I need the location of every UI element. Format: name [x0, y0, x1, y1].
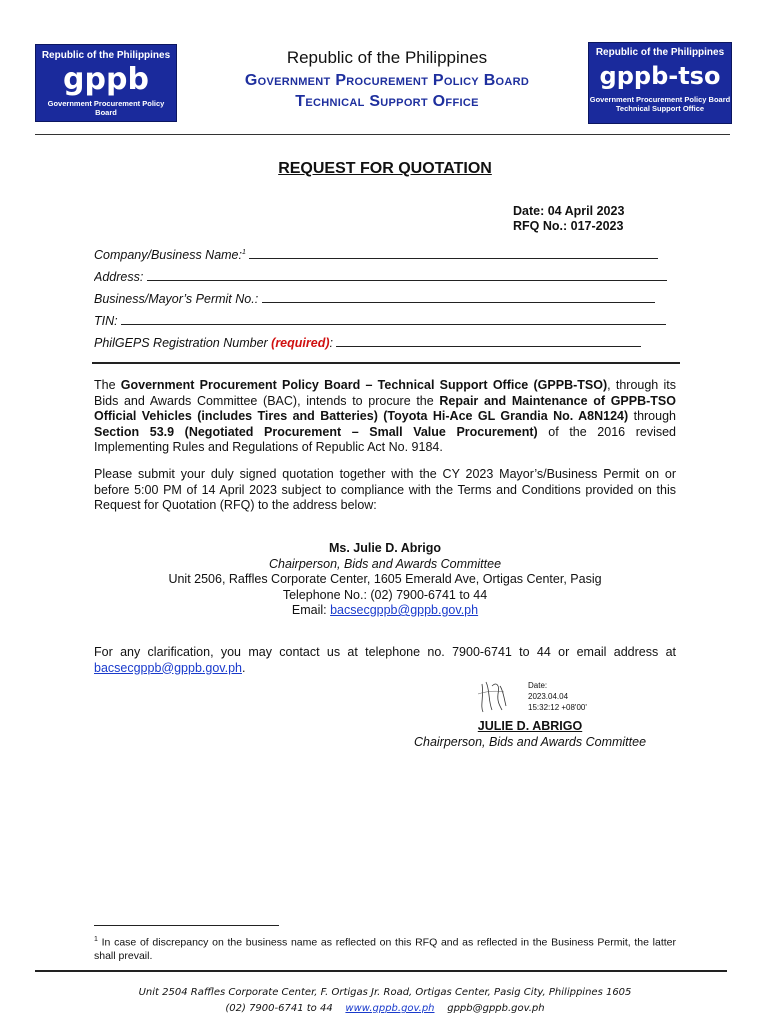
rfq-number: RFQ No.: 017-2023: [513, 219, 624, 233]
rfq-date: Date: 04 April 2023: [513, 204, 625, 218]
tin-line[interactable]: [121, 312, 666, 325]
recipient-email-line: [0, 603, 770, 619]
clarification-text: For any clarification, you may contact us at telephone no. 7900-6741 to 44 or email address at: [94, 645, 676, 659]
tin-field[interactable]: [94, 312, 674, 328]
gppb-tso-logo: [588, 42, 732, 124]
signer-name: JULIE D. ABRIGO: [477, 719, 583, 733]
address-block: [0, 541, 770, 619]
logo-tso-republic-text: Republic of the Philippines: [595, 47, 725, 58]
intro-project: Repair and Maintenance of GPPB-TSO Official Vehicles (includes Tires and Batteries) (Toyota Hi-Ace GL Grandia No. A8N124): [94, 393, 676, 423]
handwritten-signature: [470, 676, 530, 716]
submit-paragraph: Please submit your duly signed quotation together with the CY 2023 Mayor’s/Business Permit on or before 5:00 PM of 14 April 2023 subject to compliance with the Terms and Conditions provided on this Request for Quotation (RFQ) to the address below:: [94, 467, 676, 512]
logo-tso-office-text: Technical Support Office: [615, 104, 705, 113]
logo-gppb-mark: gppb: [63, 62, 149, 97]
logo-tso-board-text: Government Procurement Policy Board: [589, 95, 731, 104]
recipient-name: Ms. Julie D. Abrigo: [328, 541, 442, 555]
clarification-end: .: [242, 660, 246, 675]
signature-date-label: Date:: [528, 681, 548, 690]
address-line[interactable]: [147, 268, 667, 281]
footnote-divider: [94, 925, 279, 926]
required-marker: (required): [271, 336, 330, 350]
philgeps-label: PhilGEPS Registration Number: [94, 336, 272, 350]
signature-date: 2023.04.04: [528, 692, 569, 701]
company-name-line[interactable]: [249, 246, 658, 259]
clarification-email-link[interactable]: bacsecgppb@gppb.gov.ph: [94, 660, 242, 675]
logo-board-text: Government Procurement Policy Board: [47, 99, 165, 117]
fields-rule: [92, 362, 680, 364]
intro-mode: Section 53.9 (Negotiated Procurement – Small Value Procurement): [94, 424, 538, 439]
logo-republic-text: Republic of the Philippines: [41, 50, 171, 61]
permit-field[interactable]: [94, 290, 674, 306]
footer-rule: [35, 970, 727, 972]
company-name-field[interactable]: [94, 246, 674, 262]
footer-address: Unit 2504 Raffles Corporate Center, F. Ortigas Jr. Road, Ortigas Center, Pasig City, Philippines 1605: [138, 987, 632, 998]
philgeps-line[interactable]: [336, 334, 641, 347]
intro-text-2: , through its Bids and Awards Committee (BAC), intends to procure the: [94, 378, 676, 408]
letterhead-office: Technical Support Office: [295, 93, 479, 110]
signature-time: 15:32:12 +08'00': [528, 703, 587, 712]
footer-contact: [0, 1003, 770, 1014]
letterhead: [182, 48, 592, 111]
address-label: Address:: [94, 270, 144, 284]
letterhead-board: Government Procurement Policy Board: [244, 72, 530, 89]
permit-label: Business/Mayor’s Permit No.:: [94, 292, 259, 306]
intro-paragraph: [94, 378, 676, 456]
footer-email: gppb@gppb.gov.ph: [447, 1003, 545, 1014]
intro-text-1: The: [94, 378, 121, 392]
footer-phone: (02) 7900-6741 to 44: [225, 1003, 333, 1014]
address-field[interactable]: [94, 268, 674, 284]
permit-line[interactable]: [262, 290, 655, 303]
company-name-label: Company/Business Name:: [94, 248, 242, 262]
email-label: Email:: [291, 603, 331, 617]
date-block: [513, 204, 624, 234]
footnote-text: In case of discrepancy on the business name as reflected on this RFQ and as reflected in the Business Permit, the latter shall prevail.: [94, 936, 676, 962]
signer-block: [360, 718, 700, 750]
company-footnote-marker: 1: [241, 248, 246, 256]
letterhead-republic: Republic of the Philippines: [286, 48, 488, 67]
bac-email-link[interactable]: bacsecgppb@gppb.gov.ph: [330, 603, 479, 617]
footnote: [94, 933, 676, 963]
recipient-unit: Unit 2506, Raffles Corporate Center, 1605 Emerald Ave, Ortigas Center, Pasig: [168, 572, 602, 586]
gppb-logo: [35, 44, 177, 122]
clarification-paragraph: [94, 645, 676, 676]
footnote-marker: 1: [94, 936, 98, 943]
document-title: REQUEST FOR QUOTATION: [278, 160, 492, 177]
signer-position: Chairperson, Bids and Awards Committee: [413, 735, 647, 749]
logo-gppb-tso-mark: gppb-tso: [599, 62, 721, 90]
recipient-position: Chairperson, Bids and Awards Committee: [268, 556, 502, 571]
footer-website-link[interactable]: www.gppb.gov.ph: [345, 1003, 435, 1014]
header-rule: [35, 134, 730, 135]
philgeps-field[interactable]: [94, 334, 674, 350]
digital-signature-stamp: [528, 680, 587, 713]
intro-agency: Government Procurement Policy Board – Technical Support Office (GPPB-TSO): [120, 378, 608, 392]
recipient-telephone: Telephone No.: (02) 7900-6741 to 44: [282, 587, 488, 602]
tin-label: TIN:: [94, 314, 118, 328]
philgeps-colon: :: [329, 336, 333, 350]
intro-text-3: through: [628, 409, 676, 423]
intro-text-4: of the 2016 revised Implementing Rules and Regulations of Republic Act No. 9184.: [94, 424, 676, 454]
